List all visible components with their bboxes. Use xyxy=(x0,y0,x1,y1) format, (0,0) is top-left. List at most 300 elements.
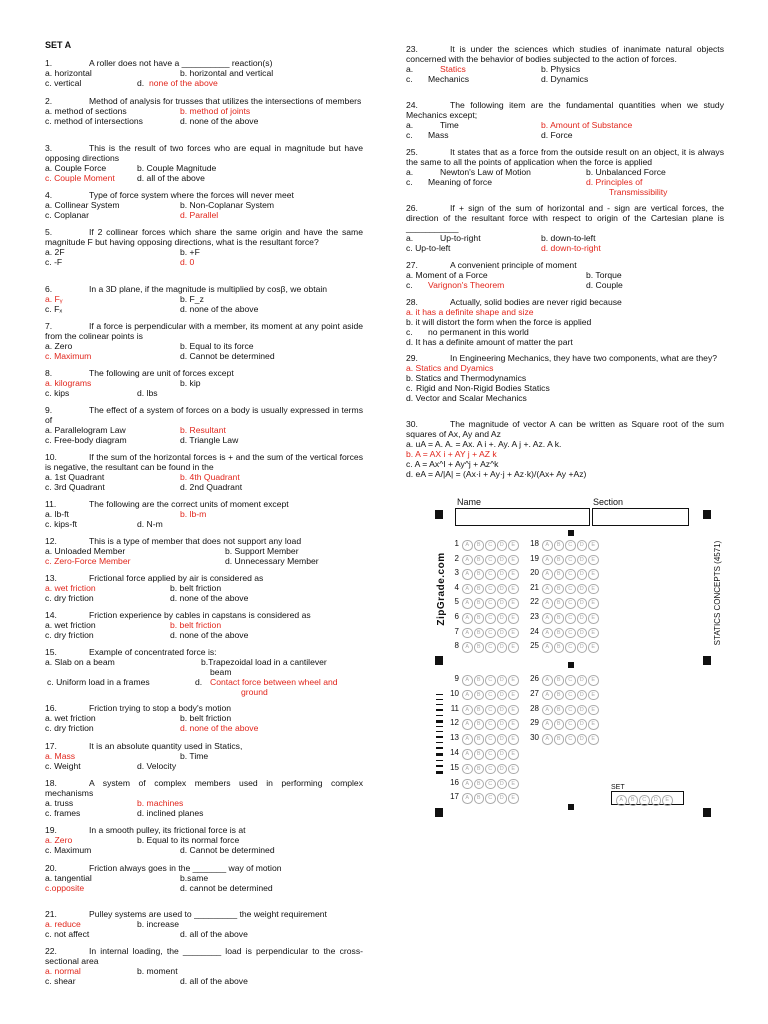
answer-bubble[interactable]: B xyxy=(474,584,485,595)
answer-bubble[interactable]: D xyxy=(497,749,508,760)
answer-bubble[interactable]: A xyxy=(542,598,553,609)
choice-row xyxy=(45,472,363,482)
answer-bubble[interactable]: C xyxy=(565,584,576,595)
answer-bubble[interactable]: D xyxy=(577,584,588,595)
answer-bubble[interactable]: B xyxy=(474,749,485,760)
answer-bubble[interactable]: C xyxy=(485,598,496,609)
answer-bubble[interactable]: C xyxy=(485,569,496,580)
choice-row xyxy=(45,435,363,445)
answer-bubble[interactable]: C xyxy=(485,584,496,595)
answer-bubble[interactable]: E xyxy=(588,613,599,624)
answer-row-number: 28 xyxy=(530,703,539,713)
answer-row-number: 1 xyxy=(454,539,459,548)
question-item xyxy=(406,203,724,253)
answer-choice: b. +F xyxy=(180,247,200,257)
correct-answer-choice: d. 0 xyxy=(180,257,195,267)
question-item xyxy=(45,703,363,733)
answer-bubble[interactable]: D xyxy=(497,675,508,686)
answer-bubble[interactable]: E xyxy=(588,540,599,551)
question-item xyxy=(45,536,363,566)
answer-bubble[interactable]: E xyxy=(508,584,519,595)
barcode-bar xyxy=(436,694,443,695)
answer-choice: Mechanics xyxy=(428,74,470,84)
answer-bubble[interactable]: B xyxy=(554,555,565,566)
question-text: Frictional force applied by air is considered as xyxy=(89,573,264,583)
question-text: In internal loading, the ________ load is perpendicular to the cross-sectional area xyxy=(45,946,363,966)
answer-bubble[interactable]: A xyxy=(542,584,553,595)
question-stem xyxy=(45,405,363,425)
answer-bubble[interactable]: B xyxy=(554,613,565,624)
answer-bubble[interactable]: C xyxy=(485,675,496,686)
answer-bubble[interactable]: A xyxy=(462,734,473,745)
choice-row xyxy=(45,304,363,314)
answer-bubble[interactable]: C xyxy=(485,764,496,775)
answer-bubble[interactable]: A xyxy=(462,793,473,804)
choice-row xyxy=(45,976,363,986)
answer-bubble[interactable]: C xyxy=(565,569,576,580)
answer-bubble[interactable]: A xyxy=(542,569,553,580)
answer-choice: a. uA = A. A. = Ax. A i +. Ay. A j +. Az. A k. xyxy=(406,439,562,449)
answer-bubble[interactable]: A xyxy=(542,734,553,745)
answer-bubble[interactable]: E xyxy=(508,779,519,790)
answer-bubble[interactable]: E xyxy=(508,642,519,653)
question-item xyxy=(406,260,724,290)
answer-bubble[interactable]: B xyxy=(554,705,565,716)
answer-bubble[interactable]: A xyxy=(462,764,473,775)
choice-row xyxy=(45,482,363,492)
answer-choice: d. xyxy=(195,677,203,687)
answer-bubble[interactable]: C xyxy=(485,749,496,760)
answer-bubble[interactable]: B xyxy=(474,719,485,730)
answer-bubble[interactable]: A xyxy=(462,690,473,701)
answer-bubble[interactable]: A xyxy=(462,540,473,551)
question-item xyxy=(406,100,724,140)
answer-bubble[interactable]: A xyxy=(462,613,473,624)
question-text: If a force is perpendicular with a member, its moment at any point aside from the colinear points is xyxy=(45,321,363,341)
answer-bubble[interactable]: C xyxy=(565,705,576,716)
answer-bubble[interactable]: D xyxy=(497,584,508,595)
answer-bubble[interactable]: A xyxy=(462,705,473,716)
answer-bubble[interactable]: A xyxy=(542,613,553,624)
answer-bubble[interactable]: B xyxy=(554,642,565,653)
answer-bubble[interactable]: B xyxy=(474,734,485,745)
question-stem xyxy=(45,863,363,873)
barcode-bar xyxy=(436,731,443,732)
choice-row xyxy=(45,78,363,88)
answer-row xyxy=(445,748,520,759)
answer-row-number: 3 xyxy=(454,568,459,578)
choice-row xyxy=(45,713,363,723)
answer-bubble[interactable]: A xyxy=(462,675,473,686)
choice-row xyxy=(406,280,724,290)
answer-bubble[interactable]: D xyxy=(497,764,508,775)
choice-row xyxy=(45,519,363,529)
answer-row-number: 29 xyxy=(530,718,539,728)
answer-choice: c. xyxy=(406,177,413,187)
answer-row xyxy=(445,689,520,700)
answer-bubble[interactable]: D xyxy=(497,719,508,730)
answer-bubble[interactable]: B xyxy=(474,628,485,639)
answer-choice: a. wet friction xyxy=(45,713,96,723)
answer-bubble[interactable]: B xyxy=(554,690,565,701)
question-text: It is an absolute quantity used in Statics, xyxy=(89,741,243,751)
answer-bubble[interactable]: A xyxy=(542,628,553,639)
question-item xyxy=(45,368,363,398)
answer-bubble[interactable]: C xyxy=(565,734,576,745)
quiz-title-vertical: STATICS CONCEPTS (4571) xyxy=(713,540,722,646)
answer-row-number: 21 xyxy=(530,582,539,592)
answer-bubble[interactable]: E xyxy=(508,569,519,580)
question-stem xyxy=(45,499,363,509)
answer-bubble[interactable]: D xyxy=(577,540,588,551)
answer-bubble[interactable]: A xyxy=(542,719,553,730)
question-text: Type of force system where the forces will never meet xyxy=(89,190,294,200)
answer-bubble[interactable]: E xyxy=(588,705,599,716)
answer-bubble[interactable]: E xyxy=(508,734,519,745)
answer-bubble[interactable]: D xyxy=(577,598,588,609)
answer-choice: b. Statics and Thermodynamics xyxy=(406,373,527,383)
barcode-bar xyxy=(436,720,443,723)
question-stem xyxy=(45,368,363,378)
answer-bubble[interactable]: E xyxy=(508,764,519,775)
correct-answer-choice: a. Statics and Dyamics xyxy=(406,363,494,373)
answer-choice: c. kips-ft xyxy=(45,519,77,529)
choice-row xyxy=(45,257,363,267)
answer-bubble[interactable]: C xyxy=(485,705,496,716)
answer-bubble[interactable]: B xyxy=(554,734,565,745)
answer-bubble[interactable]: E xyxy=(508,793,519,804)
answer-choice: d. lbs xyxy=(137,388,158,398)
question-item xyxy=(45,405,363,445)
question-text: The following item are the fundamental quantities when we study Mechanics except; xyxy=(406,100,724,120)
answer-bubble[interactable]: E xyxy=(508,628,519,639)
answer-bubble[interactable]: C xyxy=(565,642,576,653)
answer-bubble[interactable]: E xyxy=(508,690,519,701)
question-item xyxy=(45,778,363,818)
answer-bubble[interactable]: B xyxy=(474,555,485,566)
answer-bubble[interactable]: E xyxy=(508,675,519,686)
question-item xyxy=(45,452,363,492)
answer-bubble[interactable]: D xyxy=(577,642,588,653)
answer-row xyxy=(445,778,520,789)
answer-bubble[interactable]: A xyxy=(542,690,553,701)
answer-row xyxy=(445,763,520,774)
question-number: 2. xyxy=(45,96,53,106)
question-stem xyxy=(406,353,724,363)
answer-bubble[interactable]: D xyxy=(497,628,508,639)
choice-row xyxy=(45,845,363,855)
registration-mark xyxy=(568,662,574,668)
correct-answer-choice: none of the above xyxy=(149,78,218,88)
answer-bubble[interactable]: D xyxy=(577,613,588,624)
answer-bubble[interactable]: E xyxy=(588,690,599,701)
answer-choice: d. Cannot be determined xyxy=(180,845,275,855)
name-label: Name xyxy=(457,497,482,507)
choice-row xyxy=(45,761,363,771)
answer-bubble[interactable]: E xyxy=(508,749,519,760)
answer-bubble[interactable]: B xyxy=(554,719,565,730)
answer-bubble[interactable]: C xyxy=(565,555,576,566)
answer-bubble[interactable]: D xyxy=(497,793,508,804)
answer-bubble[interactable]: E xyxy=(508,613,519,624)
answer-bubble[interactable]: B xyxy=(474,793,485,804)
choice-row xyxy=(406,187,724,197)
answer-bubble[interactable]: A xyxy=(616,795,627,806)
question-stem xyxy=(45,741,363,751)
answer-choice: b. Support Member xyxy=(225,546,299,556)
correct-answer-choice: Transmissibility xyxy=(609,187,668,197)
answer-bubble[interactable]: C xyxy=(485,719,496,730)
question-number: 11. xyxy=(45,499,57,509)
answer-bubble[interactable]: B xyxy=(554,598,565,609)
answer-row xyxy=(445,539,520,550)
answer-bubble[interactable]: C xyxy=(485,642,496,653)
answer-bubble[interactable]: B xyxy=(474,613,485,624)
choice-row xyxy=(406,233,724,243)
answer-bubble[interactable]: C xyxy=(485,793,496,804)
answer-choice: b.Trapezoidal load in a cantilever xyxy=(201,657,327,667)
question-item xyxy=(45,946,363,986)
answer-bubble[interactable]: D xyxy=(651,795,662,806)
answer-bubble[interactable]: D xyxy=(497,569,508,580)
question-stem xyxy=(45,647,363,657)
question-stem xyxy=(406,419,724,439)
answer-row-number: 10 xyxy=(450,688,459,698)
answer-choice: beam xyxy=(210,667,232,677)
choice-row xyxy=(45,546,363,556)
answer-choice: c. xyxy=(406,327,413,337)
answer-choice: c. Coplanar xyxy=(45,210,89,220)
answer-choice: a. xyxy=(406,120,414,130)
answer-bubble[interactable]: C xyxy=(565,690,576,701)
correct-answer-choice: d. down-to-right xyxy=(541,243,601,253)
answer-bubble[interactable]: B xyxy=(554,628,565,639)
correct-answer-choice: b. method of joints xyxy=(180,106,251,116)
answer-choice: c. A = Ax^I + Ay^j + Az^k xyxy=(406,459,499,469)
answer-bubble[interactable]: B xyxy=(474,675,485,686)
answer-bubble[interactable]: A xyxy=(542,705,553,716)
answer-bubble[interactable]: C xyxy=(485,555,496,566)
answer-bubble[interactable]: E xyxy=(508,719,519,730)
answer-bubble[interactable]: A xyxy=(462,719,473,730)
choice-row xyxy=(45,509,363,519)
answer-bubble[interactable]: B xyxy=(628,795,639,806)
registration-mark xyxy=(703,510,711,519)
answer-bubble[interactable]: D xyxy=(497,690,508,701)
answer-bubble[interactable]: E xyxy=(588,719,599,730)
correct-answer-choice: b. lb-m xyxy=(180,509,207,519)
answer-bubble[interactable]: C xyxy=(485,540,496,551)
answer-bubble[interactable]: A xyxy=(542,675,553,686)
answer-bubble[interactable]: A xyxy=(462,628,473,639)
answer-row xyxy=(525,704,600,715)
answer-bubble[interactable]: B xyxy=(474,690,485,701)
answer-choice: b. Unbalanced Force xyxy=(586,167,666,177)
answer-bubble[interactable]: E xyxy=(508,555,519,566)
answer-bubble[interactable]: E xyxy=(588,628,599,639)
answer-bubble[interactable]: C xyxy=(485,613,496,624)
answer-bubble[interactable]: E xyxy=(662,795,673,806)
choice-row xyxy=(45,630,363,640)
answer-row-number: 4 xyxy=(454,582,459,592)
answer-bubble[interactable]: A xyxy=(542,540,553,551)
answer-bubble[interactable]: B xyxy=(474,779,485,790)
question-item xyxy=(45,227,363,267)
correct-answer-choice: b. A = AX i + AY j + AZ k xyxy=(406,449,497,459)
answer-row xyxy=(445,792,520,803)
answer-bubble[interactable]: B xyxy=(474,598,485,609)
answer-bubble[interactable]: B xyxy=(474,705,485,716)
correct-answer-choice: d. Parallel xyxy=(180,210,219,220)
answer-bubble[interactable]: A xyxy=(462,749,473,760)
question-number: 6. xyxy=(45,284,53,294)
answer-bubble[interactable]: B xyxy=(474,642,485,653)
question-number: 21. xyxy=(45,909,57,919)
answer-row xyxy=(445,718,520,729)
question-stem xyxy=(45,227,363,247)
correct-answer-choice: Statics xyxy=(440,64,466,74)
answer-bubble[interactable]: D xyxy=(497,734,508,745)
answer-bubble[interactable]: C xyxy=(639,795,650,806)
answer-bubble[interactable]: E xyxy=(588,555,599,566)
question-number: 4. xyxy=(45,190,53,200)
answer-bubble[interactable]: B xyxy=(554,540,565,551)
answer-bubble[interactable]: A xyxy=(462,598,473,609)
answer-choice: c. Up-to-left xyxy=(406,243,451,253)
choice-row xyxy=(45,341,363,351)
answer-bubble[interactable]: D xyxy=(577,555,588,566)
answer-bubble[interactable]: E xyxy=(588,675,599,686)
answer-bubble[interactable]: E xyxy=(508,705,519,716)
answer-bubble[interactable]: E xyxy=(588,734,599,745)
answer-bubble[interactable]: D xyxy=(577,569,588,580)
set-label: SET xyxy=(611,784,625,791)
answer-bubble[interactable]: C xyxy=(565,598,576,609)
answer-choice: b.same xyxy=(180,873,209,883)
answer-choice: b. Equal to its normal force xyxy=(137,835,240,845)
answer-row xyxy=(525,539,600,550)
answer-choice: d. eA = A/|A| = (Ax·i + Ay·j + Az·k)/(Ax+ Ay +Az) xyxy=(406,469,587,479)
answer-bubble[interactable]: D xyxy=(497,779,508,790)
question-stem xyxy=(45,58,363,68)
answer-bubble[interactable]: B xyxy=(554,675,565,686)
answer-choice: a. Unloaded Member xyxy=(45,546,126,556)
answer-bubble[interactable]: C xyxy=(485,628,496,639)
choice-row xyxy=(406,270,724,280)
answer-bubble[interactable]: A xyxy=(462,569,473,580)
answer-bubble[interactable]: D xyxy=(497,555,508,566)
answer-bubble[interactable]: D xyxy=(577,719,588,730)
answer-bubble[interactable]: C xyxy=(565,719,576,730)
answer-bubble[interactable]: C xyxy=(565,540,576,551)
question-number: 29. xyxy=(406,353,418,363)
registration-mark xyxy=(435,808,443,817)
answer-row-number: 2 xyxy=(454,553,459,563)
answer-choice: a. Zero xyxy=(45,341,73,351)
answer-bubble[interactable]: E xyxy=(588,598,599,609)
answer-bubble[interactable]: C xyxy=(565,628,576,639)
answer-bubble[interactable]: A xyxy=(462,555,473,566)
answer-bubble[interactable]: B xyxy=(474,764,485,775)
answer-bubble[interactable]: B xyxy=(474,540,485,551)
answer-bubble[interactable]: D xyxy=(577,675,588,686)
answer-bubble[interactable]: A xyxy=(462,779,473,790)
name-field[interactable] xyxy=(455,508,590,526)
answer-choice: a. wet friction xyxy=(45,620,96,630)
answer-bubble[interactable]: E xyxy=(508,598,519,609)
answer-bubble[interactable]: D xyxy=(497,642,508,653)
answer-bubble[interactable]: E xyxy=(588,584,599,595)
question-number: 9. xyxy=(45,405,53,415)
answer-bubble[interactable]: D xyxy=(577,705,588,716)
answer-bubble[interactable]: A xyxy=(542,642,553,653)
answer-row xyxy=(445,627,520,638)
choice-row xyxy=(45,388,363,398)
question-number: 13. xyxy=(45,573,57,583)
answer-bubble[interactable]: B xyxy=(554,584,565,595)
answer-bubble[interactable]: C xyxy=(565,675,576,686)
answer-bubble[interactable]: C xyxy=(485,690,496,701)
answer-bubble[interactable]: D xyxy=(577,690,588,701)
barcode-bar xyxy=(436,699,443,700)
question-number: 10. xyxy=(45,452,57,462)
answer-bubble[interactable]: E xyxy=(588,569,599,580)
answer-choice: d. all of the above xyxy=(180,929,248,939)
question-text: In a smooth pulley, its frictional force is at xyxy=(89,825,246,835)
question-item xyxy=(45,143,363,183)
answer-bubble[interactable]: B xyxy=(474,569,485,580)
answer-row xyxy=(525,689,600,700)
answer-choice: c. vertical xyxy=(45,78,82,88)
answer-choice: a. Parallelogram Law xyxy=(45,425,126,435)
choice-row xyxy=(45,929,363,939)
choice-row xyxy=(45,583,363,593)
answer-bubble[interactable]: A xyxy=(462,584,473,595)
answer-choice: d. Dynamics xyxy=(541,74,589,84)
question-text: In a 3D plane, if the magnitude is multiplied by cosβ, we obtain xyxy=(89,284,328,294)
answer-choice: c. 3rd Quadrant xyxy=(45,482,105,492)
answer-bubble[interactable]: E xyxy=(508,540,519,551)
choice-row xyxy=(45,294,363,304)
answer-bubble[interactable]: C xyxy=(485,734,496,745)
answer-bubble[interactable]: D xyxy=(577,628,588,639)
answer-row xyxy=(445,554,520,565)
question-text: It is under the sciences which studies of inanimate natural objects concerned with the behavior of bodies subjected to the action of forces. xyxy=(406,44,724,64)
answer-bubble[interactable]: D xyxy=(497,705,508,716)
answer-choice: c. frames xyxy=(45,808,81,818)
answer-bubble[interactable]: D xyxy=(577,734,588,745)
answer-bubble[interactable]: E xyxy=(588,642,599,653)
answer-bubble[interactable]: D xyxy=(497,540,508,551)
answer-row-number: 11 xyxy=(450,703,459,713)
choice-row xyxy=(406,449,724,459)
section-field[interactable] xyxy=(592,508,689,526)
answer-bubble[interactable]: C xyxy=(485,779,496,790)
registration-mark xyxy=(435,510,443,519)
answer-bubble[interactable]: C xyxy=(565,613,576,624)
answer-bubble[interactable]: A xyxy=(462,642,473,653)
choice-row xyxy=(45,883,363,893)
choice-row xyxy=(45,163,363,173)
answer-row xyxy=(525,583,600,594)
answer-row-number: 30 xyxy=(530,733,539,743)
answer-bubble[interactable]: B xyxy=(554,569,565,580)
answer-bubble[interactable]: D xyxy=(497,598,508,609)
answer-row-number: 14 xyxy=(450,748,459,757)
answer-bubble[interactable]: A xyxy=(542,555,553,566)
registration-mark xyxy=(435,656,443,665)
answer-bubble[interactable]: D xyxy=(497,613,508,624)
